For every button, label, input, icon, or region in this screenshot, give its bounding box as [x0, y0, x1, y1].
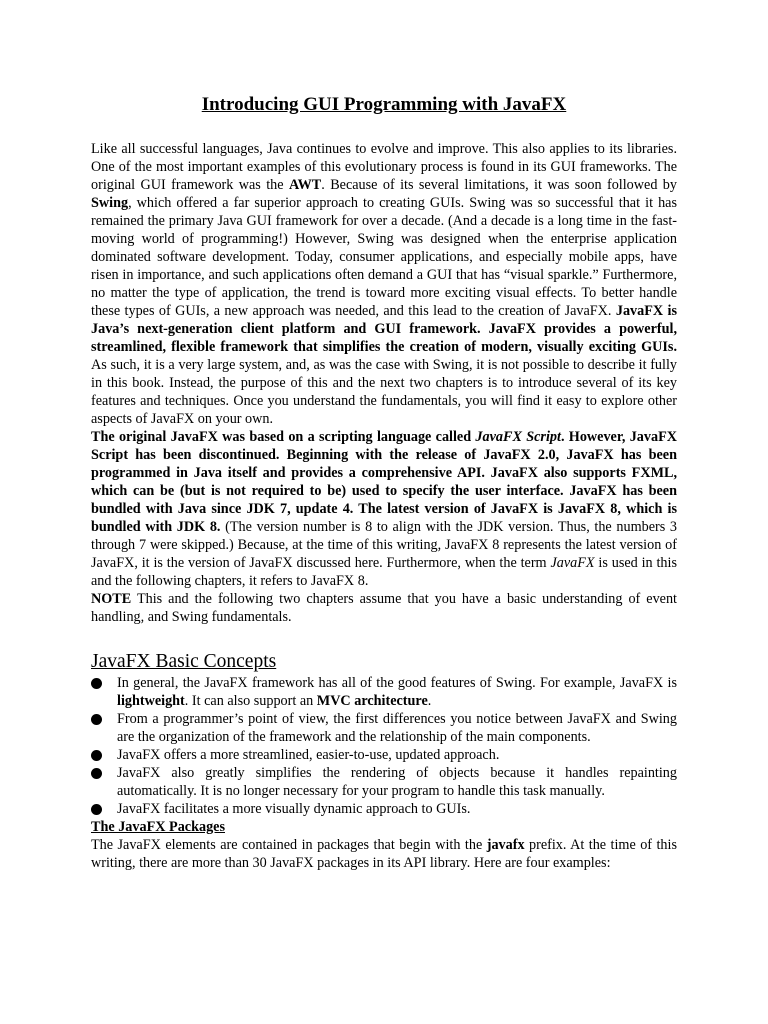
- note-text: This and the following two chapters assume that you have a basic understanding of event handling, and Swing fundamentals.: [91, 591, 677, 625]
- bullet-icon: [91, 678, 102, 689]
- intro-text-4: As such, it is a very large system, and, as was the case with Swing, it is not possible to describe it fully in this book. Instead, the purpose of this and the next two chapters is to introduce several of its key features and techniques. Once you understand the fundamentals, you will find it easy to explore other aspects of JavaFX on your own.: [91, 357, 677, 427]
- bullet-icon: [91, 768, 102, 779]
- list-item: [91, 710, 677, 746]
- bullet-1-text-3: .: [427, 693, 432, 709]
- packages-heading: The JavaFX Packages: [91, 819, 225, 835]
- bullet-icon: [91, 804, 102, 815]
- history-text-2: . However, JavaFX Script has been discontinued. Beginning with the release of JavaFX 2.0, JavaFX has been programmed in Java itself and provides a comprehensive API. JavaFX also supports FXML, which can be (but is not required to be) used to specify the user interface. JavaFX has been bundled with Java since JDK 7, update 4. The latest version of JavaFX is JavaFX 8, which is bundled with JDK 8.: [91, 429, 677, 535]
- bullet-1-text-1: In general, the JavaFX framework has all of the good features of Swing. For example, JavaFX is: [117, 675, 677, 691]
- list-item: [91, 764, 677, 800]
- packages-text-1: The JavaFX elements are contained in packages that begin with the: [91, 837, 487, 853]
- history-text-3: (The version number is 8 to align with the JDK version. Thus, the numbers 3 through 7 were skipped.) Because, at the time of this writing, JavaFX 8 represents the latest version of JavaFX, it is the version of JavaFX discussed here. Furthermore, when the term: [91, 519, 677, 571]
- lightweight-term: lightweight: [117, 693, 185, 709]
- note-label: NOTE: [91, 591, 132, 607]
- intro-text-1: Like all successful languages, Java continues to evolve and improve. This also applies to its libraries. One of the most important examples of this evolutionary process is found in its GUI frameworks. The original GUI framework was the: [91, 141, 677, 193]
- bullet-3-text: JavaFX offers a more streamlined, easier-to-use, updated approach.: [117, 747, 500, 763]
- bullet-icon: [91, 750, 102, 761]
- bullet-5-text: JavaFX facilitates a more visually dynamic approach to GUIs.: [117, 801, 471, 817]
- history-text-4: is used in this and the following chapters, it refers to JavaFX 8.: [91, 555, 677, 589]
- javafx-term: JavaFX: [550, 555, 595, 571]
- list-item: [91, 800, 677, 818]
- document-body: [91, 140, 677, 872]
- mvc-term: MVC architecture: [316, 693, 428, 709]
- concepts-list: [91, 674, 677, 818]
- page-title: Introducing GUI Programming with JavaFX: [201, 94, 567, 115]
- concepts-heading: JavaFX Basic Concepts: [91, 651, 277, 672]
- intro-text-3: , which offered a far superior approach to creating GUIs. Swing was so successful that it has remained the primary Java GUI framework for over a decade. (And a decade is a long time in the fast-moving world of programming!) However, Swing was designed when the enterprise application dominated software development. Today, consumer applications, and especially mobile apps, have risen in importance, and such applications often demand a GUI that has “visual sparkle.” Furthermore, no matter the type of application, the trend is toward more exciting visual effects. To better handle these types of GUIs, a new approach was needed, and this lead to the creation of JavaFX.: [91, 195, 677, 319]
- bullet-4-text: JavaFX also greatly simplifies the rendering of objects because it handles repainting automatically. It is no longer necessary for your program to handle this task manually.: [117, 765, 677, 799]
- packages-text-2: prefix. At the time of this writing, there are more than 30 JavaFX packages in its API library. Here are four examples:: [91, 837, 677, 871]
- list-item: [91, 674, 677, 710]
- note-paragraph: [91, 590, 677, 626]
- history-paragraph: [91, 428, 677, 590]
- packages-paragraph: [91, 836, 677, 872]
- swing-term: Swing: [91, 195, 129, 211]
- intro-paragraph: [91, 140, 677, 428]
- awt-term: AWT: [288, 177, 322, 193]
- intro-bold-statement: JavaFX is Java’s next-generation client platform and GUI framework. JavaFX provides a powerful, streamlined, flexible framework that simplifies the creation of modern, visually exciting GUIs.: [91, 303, 677, 355]
- javafx-prefix-term: javafx: [486, 837, 525, 853]
- intro-text-2: . Because of its several limitations, it was soon followed by: [321, 177, 677, 193]
- javafx-script-term: JavaFX Script: [475, 429, 561, 445]
- list-item: [91, 746, 677, 764]
- bullet-icon: [91, 714, 102, 725]
- bullet-1-text-2: . It can also support an: [184, 693, 317, 709]
- bullet-2-text: From a programmer’s point of view, the first differences you notice between JavaFX and Swing are the organization of the framework and the relationship of the main components.: [117, 711, 677, 745]
- history-text-1: The original JavaFX was based on a scripting language called: [91, 429, 476, 445]
